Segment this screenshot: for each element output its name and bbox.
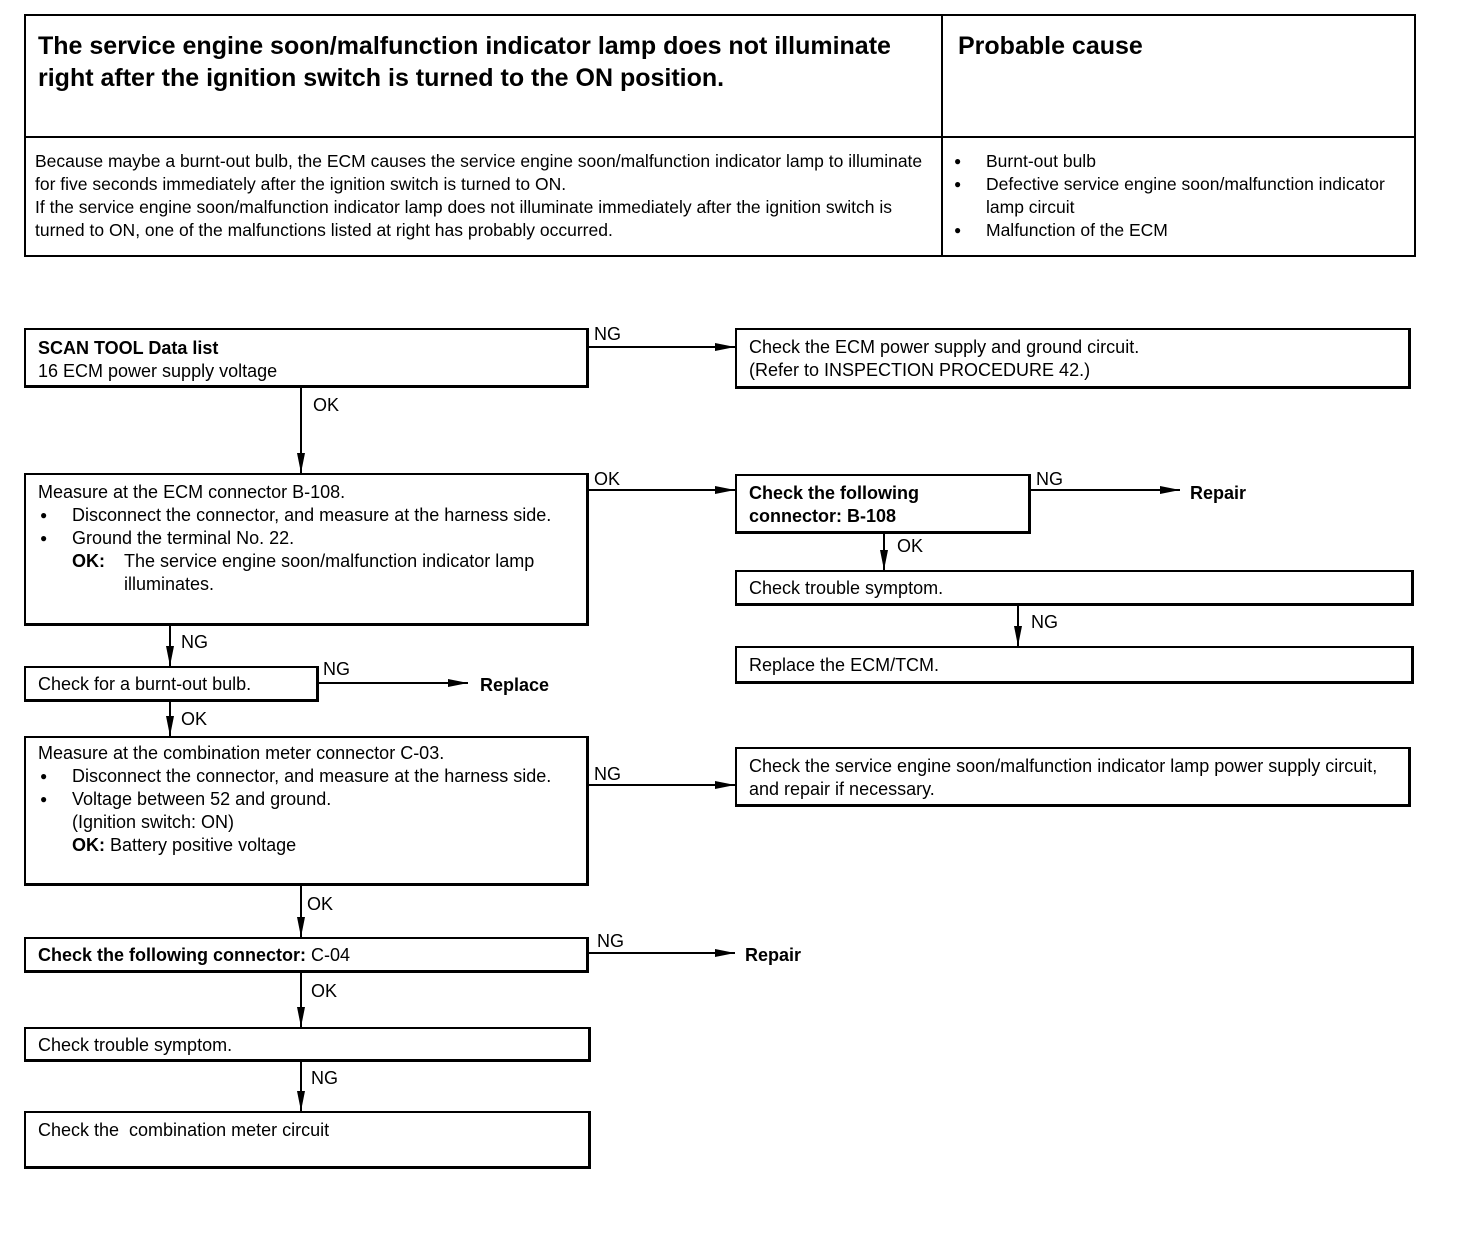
ok-label: OK: [897, 536, 924, 556]
measure-meter-step: ● Disconnect the connector, and measure at the harness side.: [38, 765, 574, 788]
ok-label: OK: [181, 709, 208, 729]
measure-meter-note: (Ignition switch: ON): [72, 812, 235, 832]
check-b108-box: Check the following connector: B-108: [735, 474, 1031, 534]
symptom-title: The service engine soon/malfunction indicator lamp does not illuminate right after the ignition switch is turned to the ON position.: [38, 32, 891, 92]
ng-label: NG: [597, 931, 624, 951]
ng-label: NG: [323, 659, 350, 679]
trouble-symptom-right-box: Check trouble symptom.: [735, 570, 1414, 606]
repair-label: Repair: [1190, 483, 1247, 503]
ng-label: NG: [594, 764, 621, 784]
ecm-power-text: Check the ECM power supply and ground circuit.: [749, 337, 1140, 357]
ok-label: OK:: [72, 835, 105, 855]
measure-ecm-step: ● Disconnect the connector, and measure at the harness side.: [38, 504, 574, 527]
check-c04-box: [24, 937, 589, 973]
lamp-power-box: Check the service engine soon/malfunction indicator lamp power supply circuit, and repair if necessary.: [735, 747, 1411, 807]
description-para-2: If the service engine soon/malfunction indicator lamp does not illuminate immediately after the ignition switch is turned to ON, one of the malfunctions listed at right has probably occurred.: [35, 197, 892, 240]
check-c04-title: Check the following connector:: [38, 945, 307, 965]
scan-tool-item: 16 ECM power supply voltage: [38, 361, 278, 381]
scan-tool-title: SCAN TOOL Data list: [38, 338, 219, 358]
scan-tool-box: [24, 328, 589, 388]
ng-label: NG: [1031, 612, 1058, 632]
ok-label: OK: [594, 469, 621, 489]
measure-meter-title: Measure at the combination meter connector C-03.: [38, 743, 445, 763]
trouble-symptom-left-box: Check trouble symptom.: [24, 1027, 591, 1062]
ecm-power-box: [735, 328, 1411, 389]
ng-label: NG: [594, 324, 621, 344]
ok-label: OK:: [72, 551, 105, 571]
ng-label: NG: [311, 1068, 338, 1088]
cause-item: ● Defective service engine soon/malfunction indicator lamp circuit: [952, 173, 1404, 219]
ok-label: OK: [307, 894, 334, 914]
measure-ecm-ok: [38, 550, 574, 596]
ok-label: OK: [311, 981, 338, 1001]
ng-label: NG: [1036, 469, 1063, 489]
measure-meter-step: ● Voltage between 52 and ground.: [38, 788, 574, 811]
measure-ecm-step: ● Ground the terminal No. 22.: [38, 527, 574, 550]
ok-text: Battery positive voltage: [110, 835, 297, 855]
measure-ecm-title: Measure at the ECM connector B-108.: [38, 482, 346, 502]
measure-meter-box: [24, 736, 589, 886]
measure-ecm-box: [24, 473, 589, 626]
probable-cause-title: Probable cause: [958, 32, 1143, 60]
cause-item: ● Malfunction of the ECM: [952, 219, 1404, 242]
ok-text: The service engine soon/malfunction indicator lamp illuminates.: [124, 551, 535, 594]
cause-item: ● Burnt-out bulb: [952, 150, 1404, 173]
ng-label: NG: [181, 632, 208, 652]
replace-label: Replace: [480, 675, 550, 695]
repair-label: Repair: [745, 945, 802, 965]
ecm-power-ref: (Refer to INSPECTION PROCEDURE 42.): [749, 360, 1091, 380]
check-c04-connector: C-04: [311, 945, 351, 965]
replace-ecm-box: Replace the ECM/TCM.: [735, 646, 1414, 684]
measure-meter-ok: [38, 834, 574, 857]
meter-circuit-box: Check the combination meter circuit: [24, 1111, 591, 1169]
ok-label: OK: [313, 395, 340, 415]
burnt-bulb-box: Check for a burnt-out bulb.: [24, 666, 319, 702]
description-para-1: Because maybe a burnt-out bulb, the ECM causes the service engine soon/malfunction indicator lamp to illuminate for five seconds immediately after the ignition switch is turned to ON.: [35, 151, 923, 194]
